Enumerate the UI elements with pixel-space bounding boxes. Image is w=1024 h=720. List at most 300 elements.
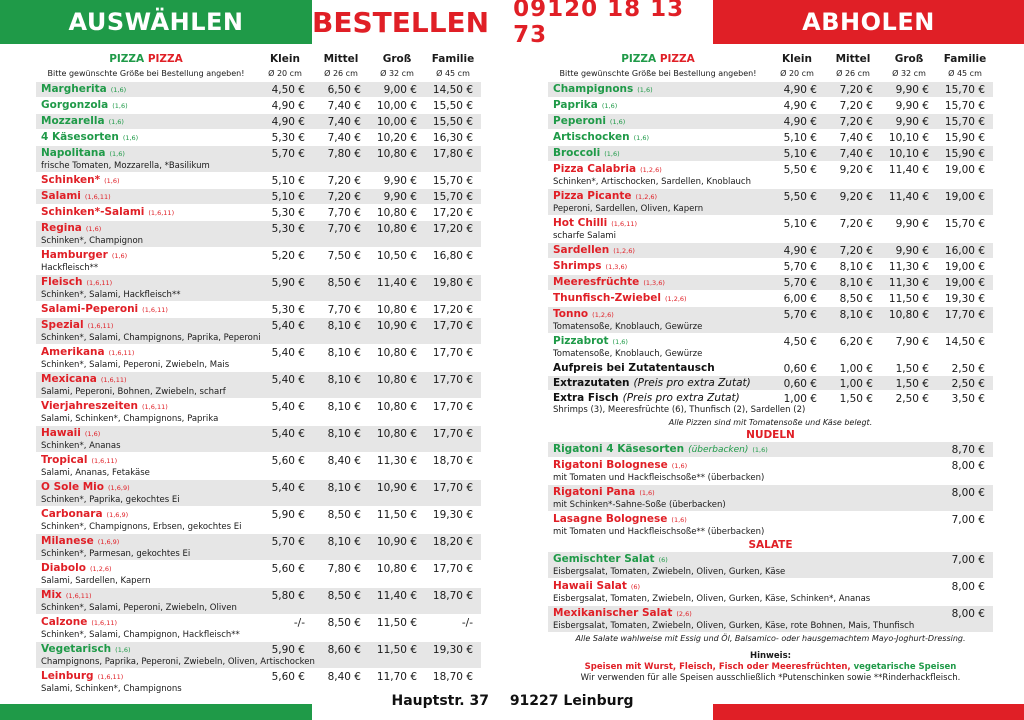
item-price: 16,00 €	[944, 245, 985, 257]
item-price: 5,20 €	[271, 250, 305, 262]
item-name-text: Regina	[41, 222, 82, 234]
item-price: 5,70 €	[271, 148, 305, 160]
extra-row[interactable]	[548, 376, 993, 391]
item-price: 7,70 €	[327, 207, 361, 219]
menu-row[interactable]	[36, 248, 481, 275]
item-price: 8,50 €	[839, 293, 873, 305]
item-price: 5,40 €	[271, 347, 305, 359]
item-price: 9,90 €	[895, 116, 929, 128]
menu-row[interactable]	[36, 615, 481, 642]
item-name-text: Paprika	[553, 99, 598, 111]
item-description: Schinken*, Champignons, Erbsen, gekochtes Ei	[41, 522, 242, 532]
extra-price: 1,50 €	[895, 363, 929, 375]
item-price: 7,90 €	[895, 336, 929, 348]
item-price: 15,70 €	[944, 116, 985, 128]
menu-row[interactable]	[36, 453, 481, 480]
allergen-code: (1,6)	[84, 430, 101, 438]
item-name	[548, 458, 993, 473]
item-price: 15,70 €	[432, 175, 473, 187]
item-price: 9,90 €	[895, 100, 929, 112]
footer-red-bar	[713, 704, 1024, 720]
menu-row[interactable]	[548, 485, 993, 512]
extra-row[interactable]	[548, 361, 993, 376]
item-price: 8,10 €	[327, 374, 361, 386]
menu-row[interactable]	[36, 426, 481, 453]
item-price: 5,70 €	[271, 536, 305, 548]
allergen-code: (1,6)	[108, 118, 124, 126]
allergen-code: (1,6)	[109, 150, 125, 158]
item-price: 14,50 €	[432, 84, 473, 96]
allergen-code: (1,6,11)	[86, 279, 113, 287]
menu-row[interactable]	[548, 579, 993, 606]
nudeln-list	[548, 442, 993, 539]
extra-price: 2,50 €	[951, 363, 985, 375]
item-price: 16,80 €	[432, 250, 473, 262]
item-price: 7,70 €	[327, 304, 361, 316]
item-price: 8,50 €	[327, 617, 361, 629]
item-name-text: Spezial	[41, 319, 84, 331]
allergen-code: (1,6)	[671, 516, 687, 524]
size-mittel: Mittel	[323, 53, 359, 65]
menu-row[interactable]	[36, 345, 481, 372]
item-price: 5,40 €	[271, 374, 305, 386]
item-name-text: Amerikana	[41, 346, 105, 358]
hinweis-title: Hinweis:	[749, 651, 792, 661]
item-price: 5,70 €	[783, 309, 817, 321]
item-price: 8,50 €	[327, 277, 361, 289]
item-name-text: Gorgonzola	[41, 99, 109, 111]
pizza-title: PIZZA PIZZA	[621, 53, 695, 65]
allergen-code: (1,2,6)	[613, 247, 635, 255]
extra-name-text: Extrazutaten	[553, 377, 630, 389]
size-hint: Bitte gewünschte Größe bei Bestellung angeben!	[47, 69, 245, 78]
item-name-text: Tropical	[41, 454, 88, 466]
item-name-text: Rigatoni Pana	[553, 486, 636, 498]
allergen-code: (1,6)	[104, 177, 120, 185]
item-price: 10,80 €	[376, 347, 417, 359]
size-klein: Klein	[270, 53, 300, 65]
allergen-code: (1,6,11)	[100, 376, 127, 384]
item-price: 5,40 €	[271, 320, 305, 332]
item-price: 19,30 €	[432, 509, 473, 521]
item-price: 8,10 €	[327, 401, 361, 413]
item-price: 9,20 €	[839, 164, 873, 176]
item-name-text: Champignons	[553, 83, 634, 95]
item-price: 5,30 €	[271, 304, 305, 316]
menu-row[interactable]	[36, 561, 481, 588]
extra-note: (Preis pro extra Zutat)	[622, 392, 740, 404]
item-price: 8,10 €	[327, 536, 361, 548]
item-price: 4,90 €	[783, 84, 817, 96]
menu-row[interactable]	[548, 307, 993, 334]
extra-price: 1,50 €	[895, 378, 929, 390]
item-name	[548, 485, 993, 500]
extra-price: 1,00 €	[839, 378, 873, 390]
item-name-text: Meeresfrüchte	[553, 276, 640, 288]
allergen-code: (1,6,11)	[142, 306, 168, 314]
item-name-text: Hawaii	[41, 427, 81, 439]
menu-row[interactable]	[36, 205, 481, 221]
menu-row[interactable]	[548, 512, 993, 539]
item-name	[548, 579, 993, 594]
item-description: scharfe Salami	[553, 231, 616, 241]
item-price: 5,70 €	[783, 261, 817, 273]
item-price: 7,20 €	[839, 100, 873, 112]
allergen-code: (1,6)	[112, 102, 128, 110]
allergen-code: (1,6)	[609, 118, 626, 126]
item-name-text: Mexicana	[41, 373, 97, 385]
allergen-code: (1,6)	[122, 134, 139, 142]
item-price: 5,40 €	[271, 428, 305, 440]
menu-row[interactable]	[36, 189, 481, 205]
menu-row[interactable]	[36, 642, 481, 669]
item-price: 19,00 €	[944, 164, 985, 176]
size-klein: Klein	[782, 53, 812, 65]
item-name-text: 4 Käsesorten	[41, 131, 119, 143]
item-price: 11,40 €	[376, 277, 417, 289]
item-price: 5,30 €	[271, 207, 305, 219]
menu-row[interactable]	[36, 669, 481, 696]
item-description: Schinken*, Paprika, gekochtes Ei	[41, 495, 180, 505]
allergen-code: (1,6,11)	[97, 673, 124, 681]
allergen-code: (1,2,6)	[89, 565, 112, 573]
item-price: 7,20 €	[839, 84, 873, 96]
item-name-text: Milanese	[41, 535, 94, 547]
menu-row[interactable]	[548, 291, 993, 307]
menu-row[interactable]	[36, 275, 481, 302]
item-price: 5,50 €	[783, 164, 817, 176]
item-description: Salami, Schinken*, Champignons	[41, 684, 182, 694]
left-pizza-list	[36, 82, 481, 696]
item-name	[548, 512, 993, 527]
item-name-text: Schinken*	[41, 174, 101, 186]
item-price: 19,30 €	[944, 293, 985, 305]
menu-row[interactable]	[36, 130, 481, 146]
item-description: Schinken*, Champignon	[41, 236, 144, 246]
item-name-text: Thunfisch-Zwiebel	[553, 292, 661, 304]
allergen-code: (1,3,6)	[643, 279, 665, 287]
item-name-text: Pizza Calabria	[553, 163, 637, 175]
menu-row[interactable]	[36, 221, 481, 248]
menu-row[interactable]	[36, 98, 481, 114]
item-price: 8,40 €	[327, 455, 361, 467]
item-name-text: Broccoli	[553, 147, 601, 159]
size-gross: Groß	[894, 53, 924, 65]
item-price: 10,10 €	[888, 132, 929, 144]
menu-row[interactable]	[36, 173, 481, 189]
item-price: -/-	[461, 617, 473, 629]
menu-row[interactable]	[548, 458, 993, 485]
item-price: 15,70 €	[944, 100, 985, 112]
item-price: 17,80 €	[432, 148, 473, 160]
item-price: 10,90 €	[376, 536, 417, 548]
item-price: 7,20 €	[839, 218, 873, 230]
extra-price: 1,00 €	[783, 393, 817, 405]
menu-row[interactable]	[36, 507, 481, 534]
extra-row[interactable]	[548, 391, 993, 417]
item-price: 11,30 €	[888, 277, 929, 289]
allergen-code: (1,6)	[639, 489, 655, 497]
item-price: 8,10 €	[839, 309, 873, 321]
item-description: Eisbergsalat, Tomaten, Zwiebeln, Oliven, Gurken, Käse	[553, 567, 786, 577]
item-price: 10,10 €	[888, 148, 929, 160]
item-price: 4,90 €	[271, 116, 305, 128]
hinweis-red: Speisen mit Wurst, Fleisch, Fisch oder Meeresfrüchten,	[584, 662, 851, 672]
diameter-klein: Ø 20 cm	[268, 69, 302, 78]
item-description: Schinken*, Salami, Peperoni, Zwiebeln, Oliven	[41, 603, 237, 613]
item-price: 5,60 €	[271, 671, 305, 683]
menu-row[interactable]	[548, 114, 993, 130]
allergen-code: (1,6,9)	[106, 511, 129, 519]
item-price: 17,20 €	[432, 223, 473, 235]
menu-row[interactable]	[36, 372, 481, 399]
item-price: 5,10 €	[271, 175, 305, 187]
item-name-text: Rigatoni 4 Käsesorten	[553, 443, 685, 455]
item-description: Eisbergsalat, Tomaten, Zwiebeln, Oliven, Gurken, Käse, rote Bohnen, Mais, Thunfisch	[553, 621, 915, 631]
menu-row[interactable]	[548, 259, 993, 275]
menu-row[interactable]	[36, 588, 481, 615]
column-header	[36, 52, 481, 82]
item-name	[548, 442, 993, 457]
item-price: 7,20 €	[839, 116, 873, 128]
allergen-code: (1,6)	[671, 462, 688, 470]
item-price: 9,90 €	[895, 245, 929, 257]
item-price: 8,00 €	[951, 487, 985, 499]
item-price: 10,80 €	[376, 207, 417, 219]
menu-row[interactable]	[548, 82, 993, 98]
item-price: 17,20 €	[432, 207, 473, 219]
menu-row[interactable]	[36, 534, 481, 561]
item-price: 5,60 €	[271, 455, 305, 467]
menu-row[interactable]	[548, 146, 993, 162]
item-price: 10,80 €	[888, 309, 929, 321]
menu-row[interactable]	[36, 146, 481, 173]
item-price: 8,00 €	[951, 581, 985, 593]
item-price: 4,90 €	[271, 100, 305, 112]
item-description: Schinken*, Parmesan, gekochtes Ei	[41, 549, 191, 559]
extra-price: 3,50 €	[951, 393, 985, 405]
item-price: 7,20 €	[839, 245, 873, 257]
extra-note: (Preis pro extra Zutat)	[633, 377, 751, 389]
item-name-text: Diabolo	[41, 562, 86, 574]
header-left-text: AUSWÄHLEN	[68, 8, 244, 36]
allergen-code: (1,6,11)	[91, 619, 118, 627]
item-description: Schinken*, Salami, Champignon, Hackfleisch**	[41, 630, 240, 640]
diameter-klein: Ø 20 cm	[780, 69, 814, 78]
item-price: 9,00 €	[383, 84, 417, 96]
allergen-code: (1,6,11)	[142, 403, 168, 411]
item-name-text: Peperoni	[553, 115, 606, 127]
item-name-text: Leinburg	[41, 670, 94, 682]
item-price: 8,00 €	[951, 608, 985, 620]
size-familie: Familie	[431, 53, 475, 65]
item-price: 7,50 €	[327, 250, 361, 262]
size-familie: Familie	[943, 53, 987, 65]
item-name-text: Margherita	[41, 83, 107, 95]
extra-price: 2,50 €	[951, 378, 985, 390]
item-price: 17,70 €	[432, 374, 473, 386]
allergen-code: (6)	[630, 583, 641, 591]
item-price: 4,90 €	[783, 100, 817, 112]
menu-row[interactable]	[548, 98, 993, 114]
item-price: 8,70 €	[951, 444, 985, 456]
extra-price: 1,50 €	[839, 393, 873, 405]
item-price: 8,10 €	[839, 261, 873, 273]
item-name	[548, 552, 993, 567]
allergen-code: (1,6)	[601, 102, 618, 110]
item-price: 10,90 €	[376, 482, 417, 494]
diameter-mittel: Ø 26 cm	[836, 69, 870, 78]
allergen-code: (1,6,9)	[108, 484, 130, 492]
item-price: 10,50 €	[376, 250, 417, 262]
item-price: 6,20 €	[839, 336, 873, 348]
extra-name-text: Aufpreis bei Zutatentausch	[553, 362, 715, 374]
menu-row[interactable]	[548, 442, 993, 458]
item-price: 10,00 €	[376, 100, 417, 112]
item-name-text: Mexikanischer Salat	[553, 607, 673, 619]
item-price: 5,10 €	[783, 132, 817, 144]
salate-list	[548, 552, 993, 633]
item-price: 5,40 €	[271, 401, 305, 413]
hinweis-box	[548, 651, 993, 684]
allergen-code: (1,6,11)	[65, 592, 92, 600]
item-name-text: Carbonara	[41, 508, 103, 520]
allergen-code: (1,6)	[604, 150, 620, 158]
item-price: 7,20 €	[327, 191, 361, 203]
item-description: Salami, Ananas, Fetakäse	[41, 468, 150, 478]
item-description: Schinken*, Ananas	[41, 441, 121, 451]
item-name-text: Shrimps	[553, 260, 602, 272]
item-name-text: Calzone	[41, 616, 88, 628]
left-menu-column	[36, 52, 481, 696]
item-description: Schinken*, Salami, Champignons, Paprika, Peperoni	[41, 333, 261, 343]
menu-row[interactable]	[548, 275, 993, 291]
extra-price: 1,00 €	[839, 363, 873, 375]
item-price: 11,40 €	[888, 191, 929, 203]
allergen-code: (1,6)	[752, 446, 768, 454]
item-price: 19,00 €	[944, 277, 985, 289]
menu-row[interactable]	[36, 302, 481, 318]
extra-description: Shrimps (3), Meeresfrüchte (6), Thunfisch (2), Sardellen (2)	[553, 405, 806, 415]
item-price: -/-	[293, 617, 305, 629]
item-description: Schinken*, Salami, Peperoni, Zwiebeln, Mais	[41, 360, 230, 370]
item-name-text: Salami	[41, 190, 81, 202]
allergen-code: (1,2,6)	[635, 193, 658, 201]
menu-row[interactable]	[548, 606, 993, 633]
item-price: 5,30 €	[271, 132, 305, 144]
item-price: 10,80 €	[376, 401, 417, 413]
item-name-text: Mozzarella	[41, 115, 105, 127]
item-price: 10,80 €	[376, 148, 417, 160]
allergen-code: (1,2,6)	[664, 295, 687, 303]
item-note: (überbacken)	[688, 445, 749, 455]
item-price: 17,70 €	[944, 309, 985, 321]
extras-list	[548, 361, 993, 417]
item-price: 4,50 €	[271, 84, 305, 96]
item-price: 10,00 €	[376, 116, 417, 128]
item-description: Champignons, Paprika, Peperoni, Zwiebeln, Oliven, Artischocken	[41, 657, 315, 667]
menu-row[interactable]	[36, 480, 481, 507]
item-description: mit Schinken*-Sahne-Soße (überbacken)	[553, 500, 726, 510]
allergen-code: (1,6)	[85, 225, 102, 233]
menu-row[interactable]	[36, 399, 481, 426]
address-street: Hauptstr. 37	[391, 693, 489, 709]
extra-price: 0,60 €	[783, 378, 817, 390]
item-price: 10,80 €	[376, 563, 417, 575]
item-name-text: Hot Chilli	[553, 217, 608, 229]
size-hint: Bitte gewünschte Größe bei Bestellung angeben!	[559, 69, 757, 78]
item-price: 7,20 €	[327, 175, 361, 187]
item-price: 10,90 €	[376, 320, 417, 332]
nudeln-title: NUDELN	[746, 429, 795, 441]
item-name-text: Fleisch	[41, 276, 83, 288]
item-name-text: Hamburger	[41, 249, 108, 261]
header-order-title: BESTELLEN	[312, 5, 490, 39]
item-name-text: Mix	[41, 589, 62, 601]
item-price: 4,90 €	[783, 116, 817, 128]
item-price: 8,00 €	[951, 460, 985, 472]
item-price: 5,50 €	[783, 191, 817, 203]
item-description: Salami, Schinken*, Champignons, Paprika	[41, 414, 219, 424]
item-description: mit Tomaten und Hackfleischsoße** (überbacken)	[553, 473, 765, 483]
extra-name-text: Extra Fisch	[553, 392, 619, 404]
menu-row[interactable]	[548, 189, 993, 216]
item-price: 11,30 €	[888, 261, 929, 273]
header-left-banner	[0, 0, 312, 44]
item-name-text: O Sole Mio	[41, 481, 104, 493]
phone-number[interactable]: 09120 18 13 73	[513, 0, 685, 48]
menu-row[interactable]	[36, 82, 481, 98]
item-price: 7,40 €	[327, 116, 361, 128]
menu-row[interactable]	[36, 318, 481, 345]
menu-row[interactable]	[36, 114, 481, 130]
item-name-text: Hawaii Salat	[553, 580, 627, 592]
allergen-code: (1,2,6)	[592, 311, 614, 319]
menu-row[interactable]	[548, 130, 993, 146]
footer-green-bar	[0, 704, 312, 720]
allergen-code: (1,6,9)	[97, 538, 120, 546]
item-price: 5,30 €	[271, 223, 305, 235]
item-price: 4,90 €	[783, 245, 817, 257]
item-price: 6,00 €	[783, 293, 817, 305]
item-price: 11,40 €	[376, 590, 417, 602]
item-price: 11,50 €	[376, 509, 417, 521]
menu-row[interactable]	[548, 243, 993, 259]
menu-row[interactable]	[548, 552, 993, 579]
item-price: 7,40 €	[327, 100, 361, 112]
item-price: 11,70 €	[376, 671, 417, 683]
item-price: 8,10 €	[327, 347, 361, 359]
salate-title: SALATE	[748, 539, 793, 551]
allergen-code: (1,6,11)	[87, 322, 114, 330]
diameter-gross: Ø 32 cm	[892, 69, 926, 78]
header-center	[312, 0, 713, 48]
item-price: 8,10 €	[327, 482, 361, 494]
menu-row[interactable]	[548, 334, 993, 361]
item-name-text: Rigatoni Bolognese	[553, 459, 668, 471]
item-price: 10,80 €	[376, 304, 417, 316]
item-price: 15,90 €	[944, 148, 985, 160]
item-price: 9,90 €	[383, 175, 417, 187]
allergen-code: (1,6,11)	[91, 457, 118, 465]
item-name-text: Napolitana	[41, 147, 106, 159]
menu-row[interactable]	[548, 162, 993, 189]
menu-row[interactable]	[548, 216, 993, 243]
item-price: 9,90 €	[383, 191, 417, 203]
item-name-text: Sardellen	[553, 244, 610, 256]
item-name	[548, 606, 993, 621]
header-right-banner	[713, 0, 1024, 44]
